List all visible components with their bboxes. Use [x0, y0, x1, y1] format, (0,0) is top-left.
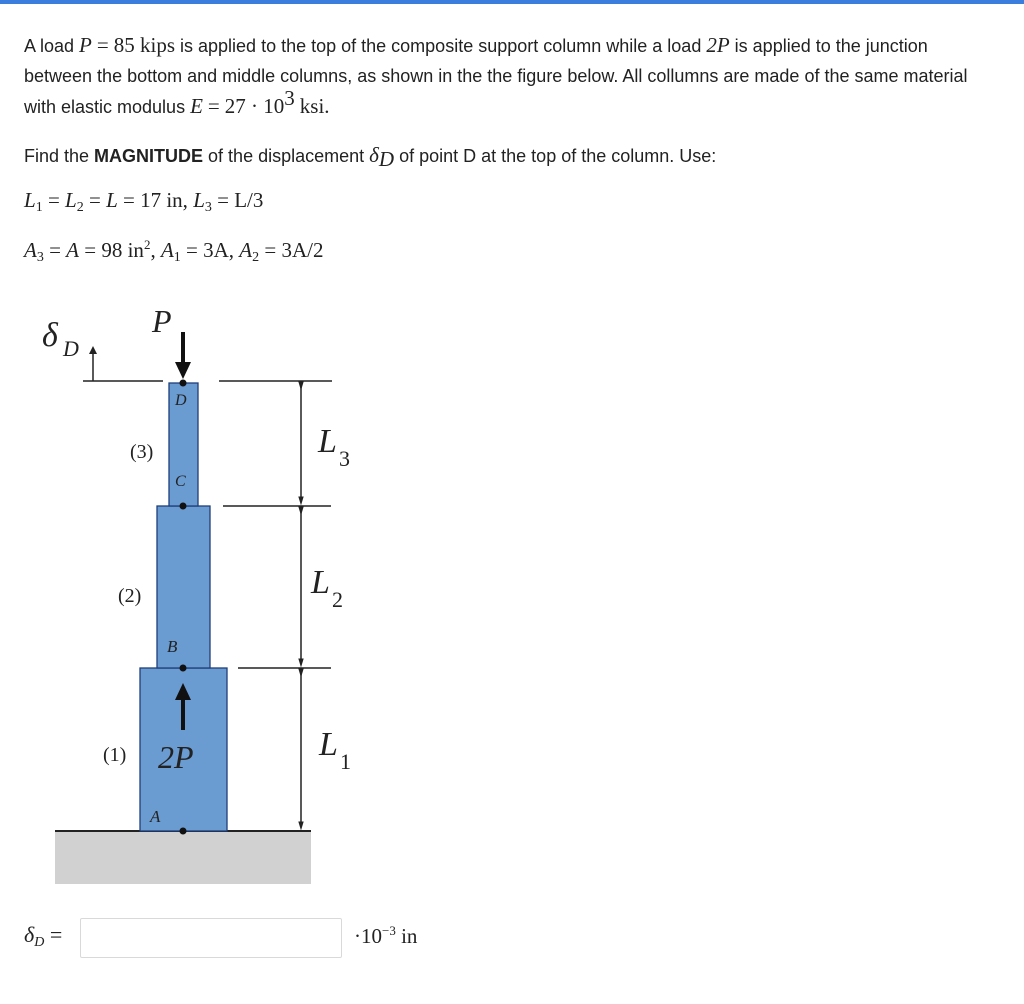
answer-input[interactable]: [80, 918, 342, 958]
answer-label: $\delta_D$ =: [24, 922, 63, 950]
label-delta-d: δ: [42, 317, 58, 354]
given-areas: $A_3 = A = 98$ $in^2$, $A_1 = 3A$, $A_2 = 3A/2$: [24, 237, 324, 265]
find-instruction: Find the MAGNITUDE of the displacement $\delta_D$ of point D at the top of the column. Use:: [24, 143, 717, 171]
label-dim-l3: L: [318, 423, 337, 460]
point-c-dot: [180, 503, 187, 510]
load-p-arrowhead: [175, 362, 191, 379]
label-delta-d-sub: D: [63, 336, 79, 361]
ground: [55, 832, 311, 884]
answer-units: $\cdot 10^{-3}$ in: [354, 923, 418, 948]
label-load-p: P: [152, 303, 172, 339]
top-accent-bar: [0, 0, 1024, 4]
label-segment-2: (2): [118, 585, 142, 607]
delta-arrowhead: [89, 346, 97, 354]
column-segment-2: [157, 506, 210, 668]
point-b-dot: [180, 665, 187, 672]
label-load-2p: 2P: [158, 739, 194, 775]
label-dim-l2: L: [311, 564, 330, 601]
point-d-dot: [180, 380, 187, 387]
label-dim-l1: L: [319, 726, 338, 763]
point-a-dot: [180, 828, 187, 835]
label-segment-1: (1): [103, 744, 127, 766]
label-dim-l2-sub: 2: [332, 587, 343, 612]
label-segment-3: (3): [130, 441, 154, 463]
label-dim-l1-sub: 1: [340, 749, 351, 774]
label-point-d: D: [175, 392, 187, 409]
label-point-b: B: [167, 637, 178, 656]
label-point-c: C: [175, 473, 186, 490]
given-lengths: $L_1 = L_2 = L = 17$ in, $L_3 = L/3$: [24, 188, 264, 215]
column-figure: [0, 280, 460, 900]
label-point-a: A: [150, 807, 161, 826]
problem-statement: A load P = 85 kips is applied to the top of the composite support column while a load 2P is applied to the junction between the bottom and middle columns, as shown in the the figure below. All collumns are made of the same material with elastic modulus $E = 27 \cdot 10^3$ ksi.: [24, 33, 968, 118]
label-dim-l3-sub: 3: [339, 446, 350, 471]
